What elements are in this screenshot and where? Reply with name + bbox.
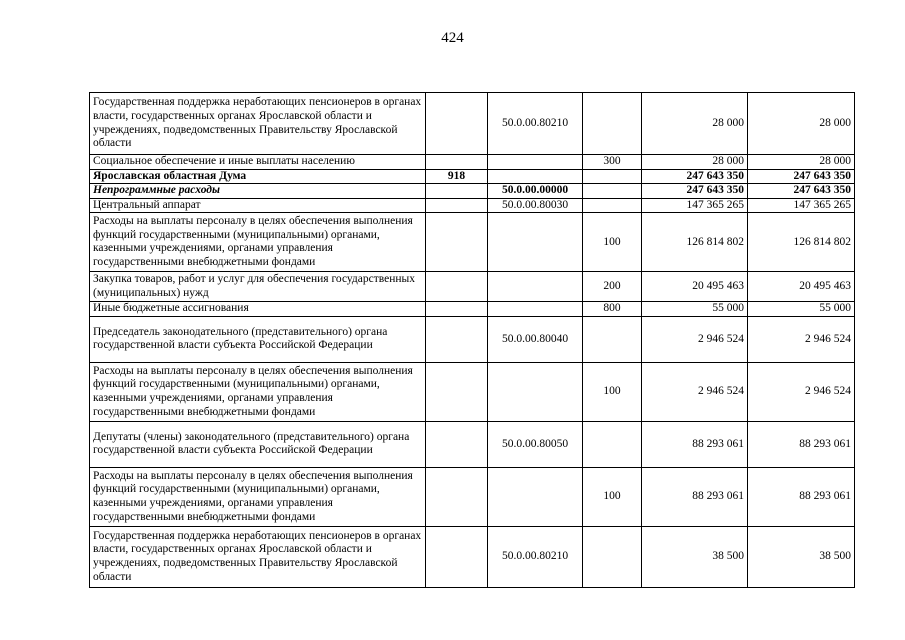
row-expense-type-cell (583, 169, 642, 184)
row-target-article-cell (488, 302, 583, 317)
row-expense-type-cell (583, 526, 642, 587)
row-department-code-cell (426, 302, 488, 317)
row-amount-first-cell: 28 000 (642, 93, 748, 155)
page-number: 424 (441, 30, 464, 46)
row-amount-first-cell: 28 000 (642, 155, 748, 170)
row-name-cell: Депутаты (члены) законодательного (представительного) органа государственной власти субъекта Российской Федерации (90, 421, 426, 467)
row-amount-second-cell: 28 000 (748, 155, 855, 170)
row-target-article-cell: 50.0.00.80210 (488, 526, 583, 587)
table-row (90, 213, 855, 272)
row-expense-type-cell: 100 (583, 362, 642, 421)
row-target-article-cell (488, 362, 583, 421)
row-department-code-cell (426, 316, 488, 362)
row-department-code-cell (426, 526, 488, 587)
table-row (90, 169, 855, 184)
row-department-code-cell (426, 198, 488, 213)
row-target-article-cell: 50.0.00.80040 (488, 316, 583, 362)
table-row (90, 362, 855, 421)
row-expense-type-cell: 100 (583, 213, 642, 272)
row-amount-first-cell: 55 000 (642, 302, 748, 317)
budget-table (89, 92, 855, 588)
row-amount-second-cell: 247 643 350 (748, 184, 855, 199)
row-name-cell: Государственная поддержка неработающих пенсионеров в органах власти, государственных органах Ярославской области и учреждениях, подведомственных Правительству Ярославской области (90, 526, 426, 587)
row-amount-second-cell: 2 946 524 (748, 362, 855, 421)
row-department-code-cell (426, 155, 488, 170)
row-name-cell: Государственная поддержка неработающих пенсионеров в органах власти, государственных органах Ярославской области и учреждениях, подведомственных Правительству Ярославской области (90, 93, 426, 155)
row-amount-first-cell: 147 365 265 (642, 198, 748, 213)
row-expense-type-cell: 800 (583, 302, 642, 317)
row-amount-first-cell: 247 643 350 (642, 184, 748, 199)
row-amount-second-cell: 28 000 (748, 93, 855, 155)
row-amount-second-cell: 20 495 463 (748, 272, 855, 302)
table-row (90, 302, 855, 317)
table-row (90, 272, 855, 302)
row-amount-second-cell: 147 365 265 (748, 198, 855, 213)
row-department-code-cell (426, 362, 488, 421)
row-amount-second-cell: 247 643 350 (748, 169, 855, 184)
row-name-cell: Председатель законодательного (представительного) органа государственной власти субъекта Российской Федерации (90, 316, 426, 362)
row-expense-type-cell: 100 (583, 467, 642, 526)
row-target-article-cell: 50.0.00.80030 (488, 198, 583, 213)
row-expense-type-cell: 300 (583, 155, 642, 170)
row-name-cell: Расходы на выплаты персоналу в целях обеспечения выполнения функций государственными (муниципальными) органами, казенными учреждениями, органами управления государственными внебюджетными фондами (90, 213, 426, 272)
row-name-cell: Непрограммные расходы (90, 184, 426, 199)
table-row (90, 198, 855, 213)
row-expense-type-cell (583, 184, 642, 199)
row-amount-second-cell: 55 000 (748, 302, 855, 317)
row-target-article-cell (488, 155, 583, 170)
row-amount-first-cell: 20 495 463 (642, 272, 748, 302)
row-amount-second-cell: 2 946 524 (748, 316, 855, 362)
row-name-cell: Расходы на выплаты персоналу в целях обеспечения выполнения функций государственными (муниципальными) органами, казенными учреждениями, органами управления государственными внебюджетными фондами (90, 467, 426, 526)
row-amount-first-cell: 247 643 350 (642, 169, 748, 184)
row-name-cell: Закупка товаров, работ и услуг для обеспечения государственных (муниципальных) нужд (90, 272, 426, 302)
table-row (90, 93, 855, 155)
row-amount-first-cell: 2 946 524 (642, 362, 748, 421)
table-row (90, 184, 855, 199)
row-department-code-cell (426, 272, 488, 302)
row-target-article-cell: 50.0.00.80210 (488, 93, 583, 155)
row-target-article-cell: 50.0.00.80050 (488, 421, 583, 467)
row-expense-type-cell (583, 421, 642, 467)
row-department-code-cell (426, 467, 488, 526)
row-name-cell: Социальное обеспечение и иные выплаты населению (90, 155, 426, 170)
row-department-code-cell (426, 93, 488, 155)
table-row (90, 155, 855, 170)
row-amount-second-cell: 88 293 061 (748, 467, 855, 526)
row-amount-first-cell: 126 814 802 (642, 213, 748, 272)
row-name-cell: Расходы на выплаты персоналу в целях обеспечения выполнения функций государственными (муниципальными) органами, казенными учреждениями, органами управления государственными внебюджетными фондами (90, 362, 426, 421)
table-row (90, 526, 855, 587)
row-name-cell: Иные бюджетные ассигнования (90, 302, 426, 317)
row-amount-first-cell: 88 293 061 (642, 467, 748, 526)
row-department-code-cell (426, 213, 488, 272)
row-amount-second-cell: 88 293 061 (748, 421, 855, 467)
row-target-article-cell (488, 213, 583, 272)
row-name-cell: Ярославская областная Дума (90, 169, 426, 184)
row-amount-second-cell: 126 814 802 (748, 213, 855, 272)
row-amount-first-cell: 88 293 061 (642, 421, 748, 467)
row-amount-second-cell: 38 500 (748, 526, 855, 587)
table-row (90, 467, 855, 526)
row-target-article-cell (488, 467, 583, 526)
row-department-code-cell (426, 421, 488, 467)
row-expense-type-cell (583, 93, 642, 155)
table-row (90, 421, 855, 467)
table-row (90, 316, 855, 362)
row-department-code-cell (426, 184, 488, 199)
row-amount-first-cell: 2 946 524 (642, 316, 748, 362)
row-target-article-cell: 50.0.00.00000 (488, 184, 583, 199)
row-name-cell: Центральный аппарат (90, 198, 426, 213)
row-expense-type-cell (583, 316, 642, 362)
row-target-article-cell (488, 272, 583, 302)
row-target-article-cell (488, 169, 583, 184)
row-expense-type-cell: 200 (583, 272, 642, 302)
row-expense-type-cell (583, 198, 642, 213)
budget-table-body (90, 93, 855, 588)
row-department-code-cell: 918 (426, 169, 488, 184)
row-amount-first-cell: 38 500 (642, 526, 748, 587)
